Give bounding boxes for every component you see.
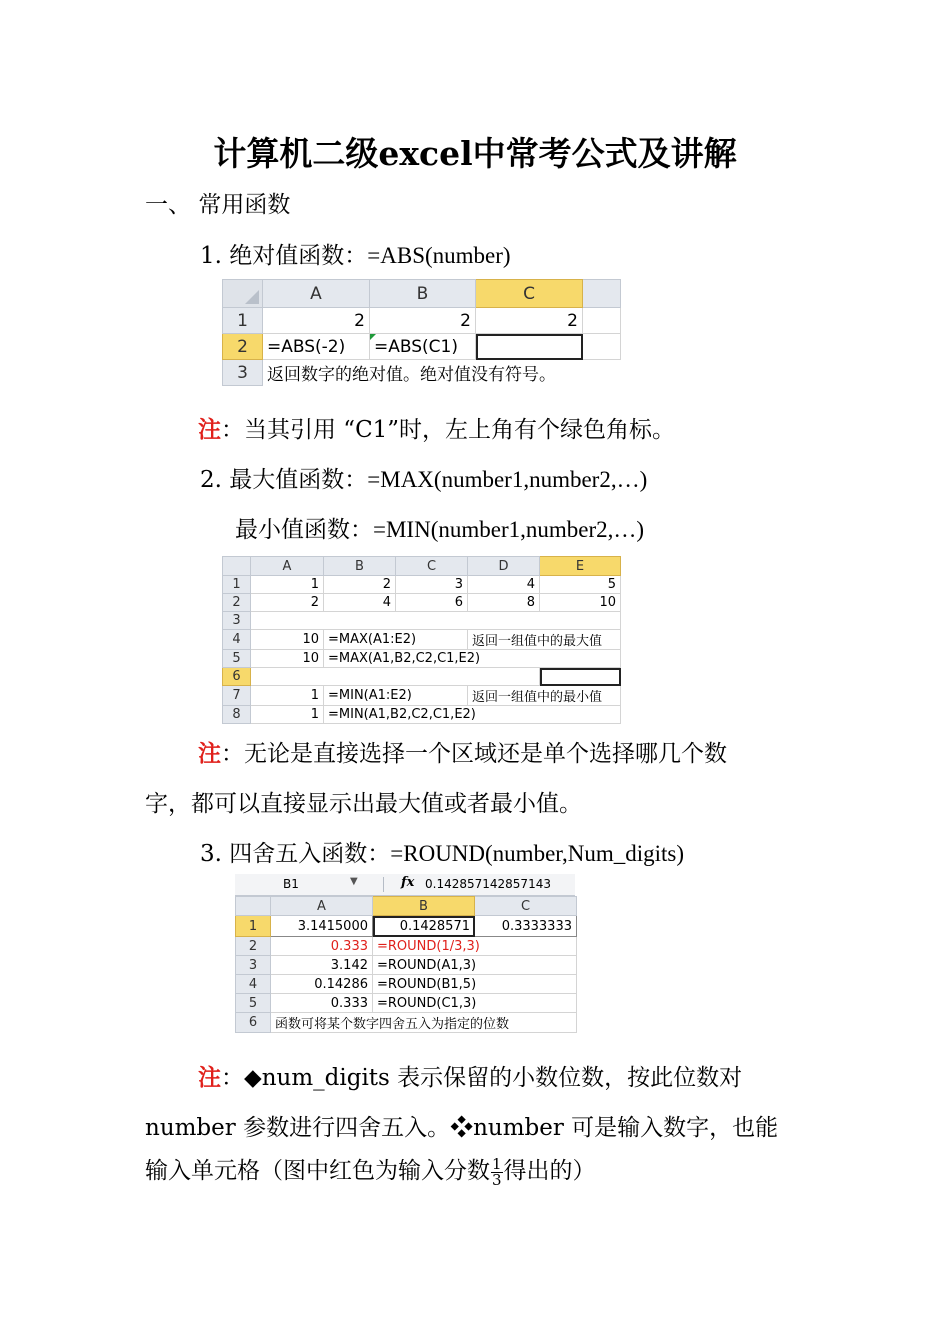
item-number: 1. <box>200 243 222 269</box>
cell[interactable]: 5 <box>540 576 621 594</box>
column-header[interactable]: C <box>396 557 468 576</box>
column-header[interactable]: C <box>475 897 577 916</box>
cell-b2[interactable] <box>370 334 476 360</box>
spreadsheet-max-min <box>222 556 620 720</box>
section-number: 一、 <box>145 192 191 218</box>
chevron-down-icon[interactable]: ▼ <box>350 876 358 887</box>
select-all-corner[interactable] <box>223 280 263 308</box>
note-round-line1 <box>198 1059 742 1092</box>
row-header[interactable]: 1 <box>223 576 251 594</box>
column-header[interactable]: D <box>468 557 540 576</box>
cell[interactable]: 10 <box>251 650 324 668</box>
fraction <box>491 1154 503 1189</box>
cell[interactable]: 2 <box>324 576 396 594</box>
item-min <box>235 511 644 544</box>
cell[interactable]: 10 <box>251 630 324 650</box>
note-colon: ： <box>221 1065 244 1091</box>
item-formula: =ABS(number) <box>367 243 511 268</box>
cell-a1[interactable]: 3.1415000 <box>271 916 373 937</box>
section-label: 常用函数 <box>198 192 291 218</box>
note-label: 注 <box>198 740 221 767</box>
note-text: 得出的） <box>503 1158 596 1184</box>
cell-b1-active[interactable]: 0.1428571 <box>373 916 475 937</box>
note-max-min-line1 <box>198 735 727 768</box>
cell[interactable]: =MIN(A1:E2) <box>324 686 468 706</box>
note-round-line2 <box>145 1109 778 1142</box>
cell[interactable]: 4 <box>468 576 540 594</box>
cell[interactable]: 1 <box>251 706 324 724</box>
cell[interactable]: 10 <box>540 594 621 612</box>
item-label: 绝对值函数： <box>229 243 368 269</box>
item-max <box>200 461 647 494</box>
fx-icon[interactable]: fx <box>401 875 415 890</box>
cell-a2[interactable]: 0.333 <box>271 937 373 956</box>
row-header[interactable]: 3 <box>223 612 251 630</box>
row-header[interactable]: 8 <box>223 706 251 724</box>
row-header[interactable]: 6 <box>236 1013 271 1033</box>
cell[interactable]: =MIN(A1,B2,C2,C1,E2) <box>324 706 621 724</box>
spreadsheet-abs <box>222 279 620 386</box>
cell-b2[interactable]: =ROUND(1/3,3) <box>373 937 577 956</box>
cell-a5[interactable]: 0.333 <box>271 994 373 1013</box>
item-number: 2. <box>200 467 222 493</box>
cell-a6[interactable]: 函数可将某个数字四舍五入为指定的位数 <box>271 1013 577 1033</box>
cell-b3[interactable]: =ROUND(A1,3) <box>373 956 577 975</box>
fraction-denominator: 3 <box>492 1170 502 1189</box>
name-box[interactable]: B1 <box>283 877 299 891</box>
cell-a1[interactable]: 2 <box>263 308 370 334</box>
section-heading <box>145 186 290 219</box>
item-formula: =MIN(number1,number2,…) <box>373 517 645 542</box>
cell[interactable]: 1 <box>251 686 324 706</box>
note-abs <box>198 411 675 444</box>
cell[interactable]: 6 <box>396 594 468 612</box>
formula-input[interactable]: 0.142857142857143 <box>425 877 551 891</box>
item-formula: =ROUND(number,Num_digits) <box>390 841 685 866</box>
select-all-corner[interactable] <box>223 557 251 576</box>
row-header[interactable]: 7 <box>223 686 251 706</box>
note-colon: ： <box>221 741 244 767</box>
column-header[interactable]: A <box>271 897 373 916</box>
row-header-selected[interactable]: 2 <box>223 334 263 360</box>
cell[interactable]: 返回一组值中的最小值 <box>468 686 621 706</box>
column-header[interactable]: B <box>370 280 476 308</box>
cell-a2-text: =ABS(-2) <box>267 336 346 357</box>
cell[interactable]: 8 <box>468 594 540 612</box>
item-abs <box>200 237 511 270</box>
page-title: 计算机二级excel中常考公式及讲解 <box>213 134 737 173</box>
row-header[interactable]: 1 <box>223 308 263 334</box>
cell-a4[interactable]: 0.14286 <box>271 975 373 994</box>
diamond-bullet-icon: ◆ <box>244 1065 262 1091</box>
four-diamond-bullet-icon: ❖ <box>450 1115 474 1141</box>
row-header[interactable]: 4 <box>223 630 251 650</box>
cell[interactable]: 2 <box>251 594 324 612</box>
cell-c1[interactable]: 2 <box>476 308 583 334</box>
row-header[interactable]: 5 <box>223 650 251 668</box>
row-header[interactable]: 3 <box>223 360 263 386</box>
formula-bar <box>235 874 575 896</box>
cell-a3[interactable]: 3.142 <box>271 956 373 975</box>
cell[interactable]: 4 <box>324 594 396 612</box>
row-header[interactable]: 2 <box>223 594 251 612</box>
row-header-selected[interactable]: 6 <box>223 668 251 686</box>
column-header-selected[interactable]: B <box>373 897 475 916</box>
cell[interactable]: =MAX(A1:E2) <box>324 630 468 650</box>
cell[interactable]: 3 <box>396 576 468 594</box>
cell[interactable]: 1 <box>251 576 324 594</box>
item-label: 最小值函数： <box>235 517 373 543</box>
column-header[interactable]: A <box>251 557 324 576</box>
column-header[interactable]: A <box>263 280 370 308</box>
cell-b4[interactable]: =ROUND(B1,5) <box>373 975 577 994</box>
cell[interactable] <box>251 668 540 686</box>
cell-a3[interactable]: 返回数字的绝对值。绝对值没有符号。 <box>263 360 621 386</box>
row-header[interactable]: 3 <box>236 956 271 975</box>
note-label: 注 <box>198 1064 221 1091</box>
note-text: 输入单元格（图中红色为输入分数 <box>145 1158 490 1184</box>
cell-a2[interactable] <box>263 334 370 360</box>
cell-c1[interactable]: 0.3333333 <box>475 916 577 937</box>
item-formula: =MAX(number1,number2,…) <box>367 467 648 492</box>
cell[interactable] <box>251 612 621 630</box>
note-text: 当其引用 “C1”时，左上角有个绿色角标。 <box>244 417 676 443</box>
note-colon: ： <box>221 417 244 443</box>
item-number: 3. <box>200 841 222 867</box>
column-header[interactable] <box>583 280 621 308</box>
item-label: 四舍五入函数： <box>229 841 391 867</box>
fraction-numerator: 1 <box>492 1154 502 1173</box>
cell-e6-active[interactable] <box>540 668 621 686</box>
note-max-min-line2: 字，都可以直接显示出最大值或者最小值。 <box>145 791 582 817</box>
cell[interactable]: =MAX(A1,B2,C2,C1,E2) <box>324 650 621 668</box>
error-indicator-icon <box>370 334 376 340</box>
cell-b2-text: =ABS(C1) <box>374 336 458 357</box>
column-header-selected[interactable]: E <box>540 557 621 576</box>
row-header-selected[interactable]: 1 <box>236 916 271 937</box>
row-header[interactable]: 5 <box>236 994 271 1013</box>
cell[interactable] <box>583 334 621 360</box>
cell-c2-active[interactable] <box>476 334 583 360</box>
column-header-selected[interactable]: C <box>476 280 583 308</box>
cell-b5[interactable]: =ROUND(C1,3) <box>373 994 577 1013</box>
item-round <box>200 835 684 868</box>
formula-bar-divider <box>383 877 384 892</box>
note-text: number 参数进行四舍五入。 <box>145 1115 451 1141</box>
cell[interactable]: 返回一组值中的最大值 <box>468 630 621 650</box>
item-label: 最大值函数： <box>229 467 368 493</box>
note-text: num_digits 表示保留的小数位数，按此位数对 <box>261 1065 743 1091</box>
column-header[interactable]: B <box>324 557 396 576</box>
row-header[interactable]: 2 <box>236 937 271 956</box>
note-text: 无论是直接选择一个区域还是单个选择哪几个数 <box>244 741 727 767</box>
cell-b1[interactable]: 2 <box>370 308 476 334</box>
select-all-corner[interactable] <box>236 897 271 916</box>
note-round-line3 <box>145 1152 596 1188</box>
row-header[interactable]: 4 <box>236 975 271 994</box>
spreadsheet-round <box>235 874 576 1034</box>
cell[interactable] <box>583 308 621 334</box>
note-text: number 可是输入数字，也能 <box>473 1115 779 1141</box>
note-label: 注 <box>198 416 221 443</box>
